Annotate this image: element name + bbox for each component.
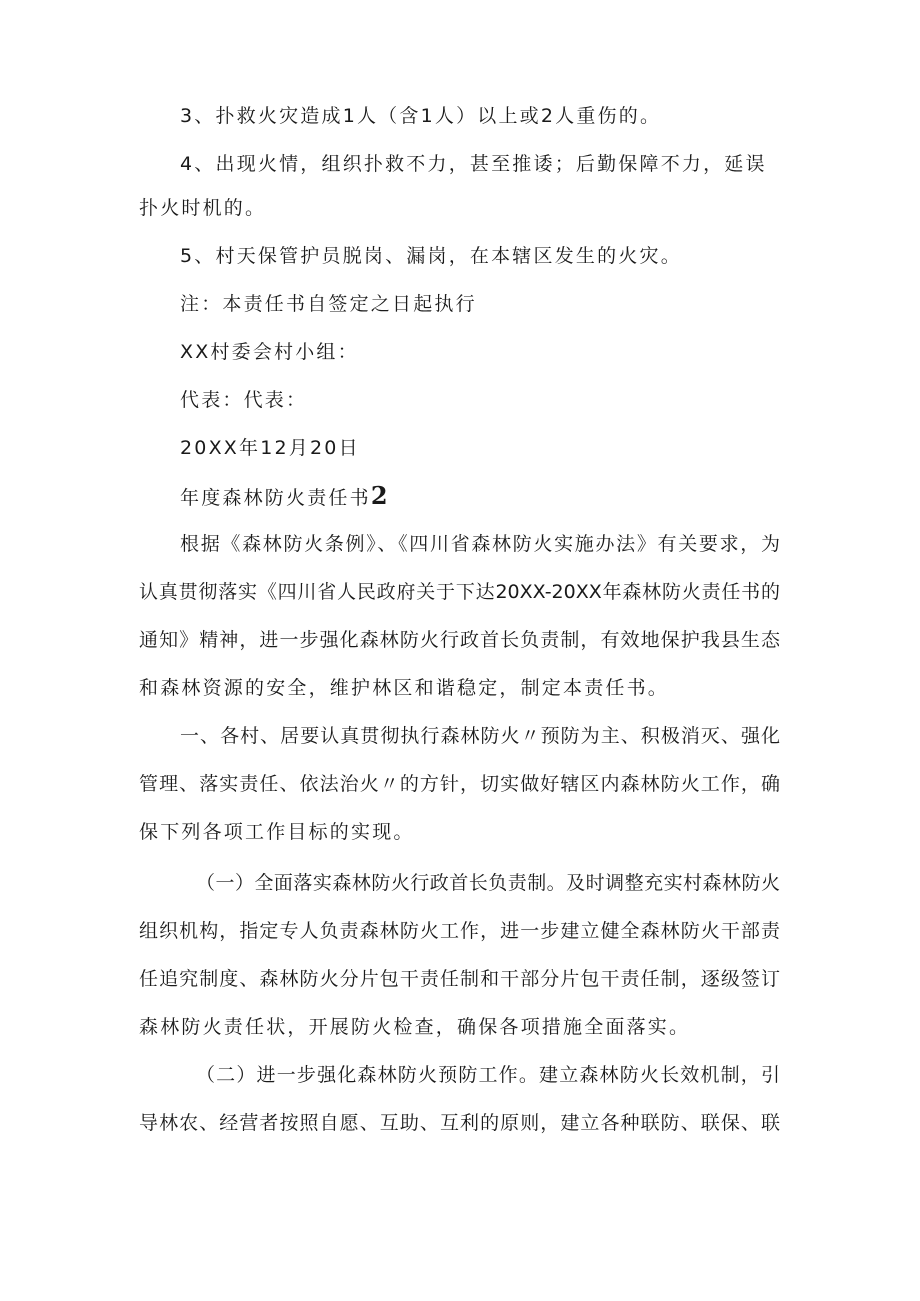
text-line: 4、出现火情，组织扑救不力，甚至推诿；后勤保障不力，延误	[180, 153, 767, 175]
text-line: 5、村天保管护员脱岗、漏岗，在本辖区发生的火灾。	[180, 245, 682, 267]
text-line: 代表：代表：	[180, 389, 308, 411]
text-line: 注：本责任书自签定之日起执行	[180, 293, 477, 315]
text-line: （二）进一步强化森林防火预防工作。建立森林防火长效机制，引	[196, 1064, 780, 1086]
text-line: 管理、落实责任、依法治火〃的方针，切实做好辖区内森林防火工作，确	[139, 773, 780, 795]
text-line: 任追究制度、森林防火分片包干责任制和干部分片包干责任制，逐级签订	[139, 968, 780, 990]
text-line: 保下列各项工作目标的实现。	[139, 821, 415, 843]
text-line: 通知》精神，进一步强化森林防火行政首长负责制，有效地保护我县生态	[139, 629, 780, 651]
text-line: 一、各村、居要认真贯彻执行森林防火〃预防为主、积极消灭、强化	[180, 725, 780, 747]
text-line: 扑火时机的。	[139, 197, 267, 219]
text-line: XX村委会村小组：	[180, 341, 359, 363]
text-line: 导林农、经营者按照自愿、互助、互利的原则，建立各种联防、联保、联	[139, 1112, 780, 1134]
text-line: （一）全面落实森林防火行政首长负责制。及时调整充实村森林防火	[196, 872, 780, 894]
text-line: 3、扑救火灾造成1人（含1人）以上或2人重伤的。	[180, 105, 662, 127]
text-line: 和森林资源的安全，维护林区和谐稳定，制定本责任书。	[139, 677, 670, 699]
text-line: 20XX年12月20日	[180, 437, 360, 459]
section-heading-number: 2	[370, 481, 390, 510]
text-line: 森林防火责任状，开展防火检查，确保各项措施全面落实。	[139, 1016, 691, 1038]
text-line: 组织机构，指定专人负责森林防火工作，进一步建立健全森林防火干部责	[139, 920, 780, 942]
section-heading-text: 年度森林防火责任书	[180, 487, 371, 509]
text-line: 认真贯彻落实《四川省人民政府关于下达20XX-20XX年森林防火责任书的	[139, 581, 780, 603]
text-line: 根据《森林防火条例》、《四川省森林防火实施办法》有关要求，为	[180, 533, 780, 555]
section-heading	[180, 481, 390, 510]
